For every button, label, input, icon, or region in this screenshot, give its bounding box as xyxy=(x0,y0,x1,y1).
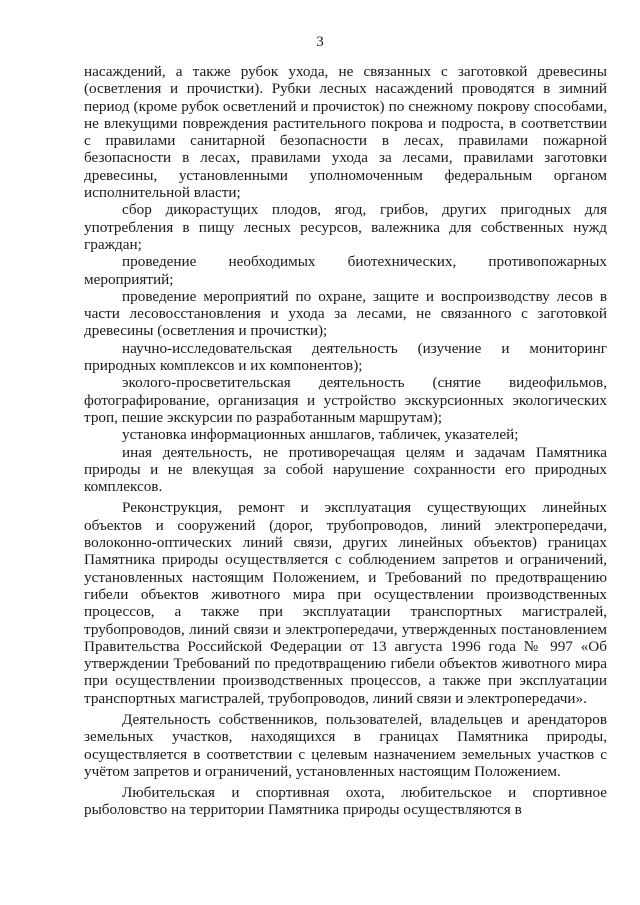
paragraph-research: научно-исследовательская деятельность (изучение и мониторинг природных комплексов и их компонентов); xyxy=(84,339,607,375)
paragraph-forest-protection: проведение мероприятий по охране, защите и воспроизводству лесов в части лесовосстановления и ухода за лесами, не связанного с заготовкой древесины (осветления и прочистки); xyxy=(84,287,607,340)
paragraph-land-owners: Деятельность собственников, пользователей, владельцев и арендаторов земельных участков, находящихся в границах Памятника природы, осуществляется в соответствии с целевым назначением земельных участков с учётом запретов и ограничений, установленных настоящим Положением. xyxy=(84,710,607,780)
paragraph-logging-continuation: насаждений, а также рубок ухода, не связанных с заготовкой древесины (осветления и прочистки). Рубки лесных насаждений проводятся в зимний период (кроме рубок осветлений и прочисток) по снежному покрову способами, не влекущими повреждения растительного покрова и подроста, в соответствии с правилами санитарной безопасности в лесах, правилами пожарной безопасности в лесах, правилами ухода за лесами, правилами заготовки древесины, установленными уполномоченным федеральным органом исполнительной власти; xyxy=(84,63,607,202)
document-body xyxy=(84,63,607,819)
paragraph-wild-harvest: сбор дикорастущих плодов, ягод, грибов, других пригодных для употребления в пищу лесных ресурсов, валежника для собственных нужд граждан; xyxy=(84,201,607,253)
paragraph-hunting-fishing: Любительская и спортивная охота, любительское и спортивное рыболовство на территории Памятника природы осуществляются в xyxy=(84,784,607,819)
paragraph-biotechnical-measures: проведение необходимых биотехнических, противопожарных мероприятий; xyxy=(84,253,607,288)
paragraph-other-activity: иная деятельность, не противоречащая целям и задачам Памятника природы и не влекущая за собой нарушение сохранности его природных комплексов. xyxy=(84,443,607,496)
paragraph-signage: установка информационных аншлагов, табличек, указателей; xyxy=(122,426,519,444)
paragraph-linear-objects: Реконструкция, ремонт и эксплуатация существующих линейных объектов и сооружений (дорог, трубопроводов, линий электропередачи, волоконно-оптических линий связи, других линейных объектов) границах Памятника природы осуществляется с соблюдением запретов и ограничений, установленных настоящим Положением, и Требований по предотвращению гибели объектов животного мира при осуществлении производственных процессов, а также при эксплуатации транспортных магистралей, трубопроводов, линий связи и электропередачи, утвержденных постановлением Правительства Российской Федерации от 13 августа 1996 года № 997 «Об утверждении Требований по предотвращению гибели объектов животного мира при осуществлении производственных процессов, а также при эксплуатации транспортных магистралей, трубопроводов, линий связи и электропередачи». xyxy=(84,499,607,707)
paragraph-eco-education: эколого-просветительская деятельность (снятие видеофильмов, фотографирование, организация и устройство экскурсионных экологических троп, пешие экскурсии по разработанным маршрутам); xyxy=(84,374,607,426)
page-number: 3 xyxy=(316,34,324,50)
